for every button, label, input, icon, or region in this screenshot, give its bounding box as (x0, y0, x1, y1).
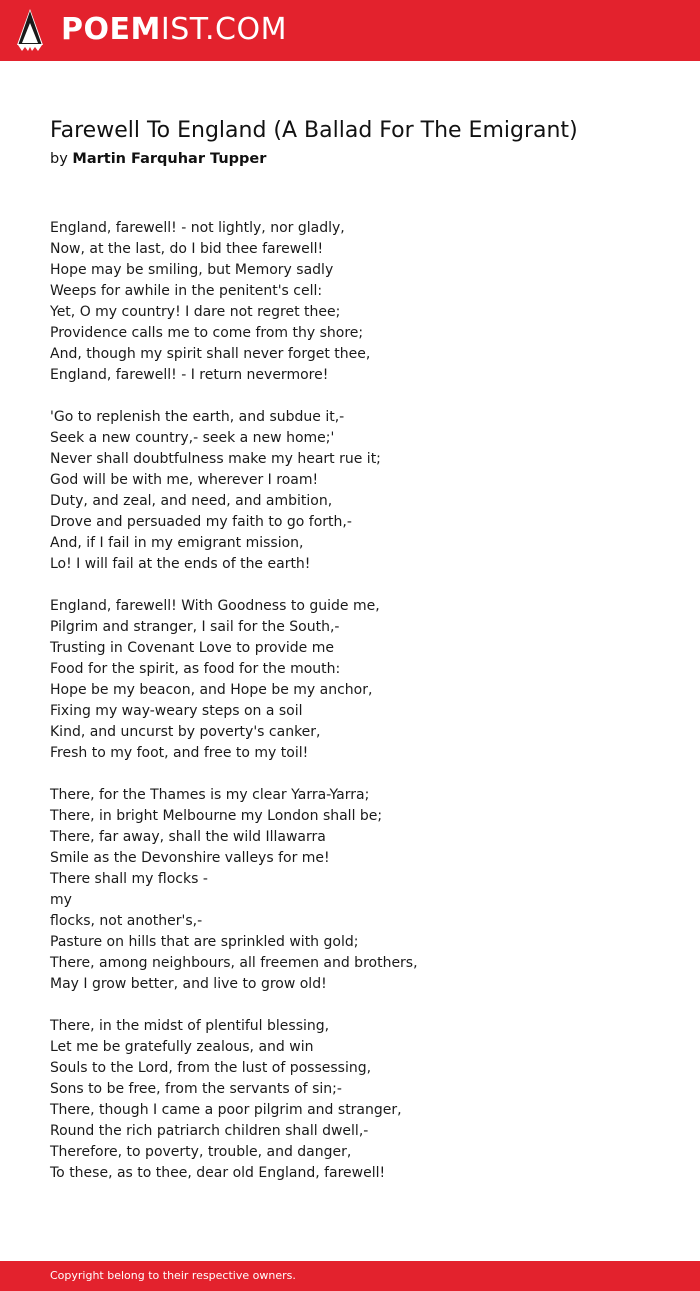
poem-line: And, if I fail in my emigrant mission, (50, 535, 304, 551)
poem-line: Trusting in Covenant Love to provide me (50, 640, 334, 656)
poem-line: Now, at the last, do I bid thee farewell! (50, 241, 324, 257)
poem-line: flocks, not another's,- (50, 913, 203, 929)
site-logo[interactable] (61, 11, 287, 49)
poem-line: There shall my flocks - (50, 871, 208, 887)
poem-line: Yet, O my country! I dare not regret thee; (50, 304, 341, 320)
poem-line: Pilgrim and stranger, I sail for the South,- (50, 619, 340, 635)
poem-line: Pasture on hills that are sprinkled with gold; (50, 934, 359, 950)
poem-line: Food for the spirit, as food for the mouth: (50, 661, 341, 677)
copyright-notice: Copyright belong to their respective owners. (50, 1269, 296, 1282)
poem-line: Hope be my beacon, and Hope be my anchor, (50, 682, 373, 698)
poem-line: Duty, and zeal, and need, and ambition, (50, 493, 333, 509)
poem-line: Round the rich patriarch children shall dwell,- (50, 1123, 369, 1139)
poem-line: Sons to be free, from the servants of sin;- (50, 1081, 342, 1097)
by-label: by (50, 151, 68, 167)
poem-line: There, in bright Melbourne my London shall be; (50, 808, 383, 824)
byline (50, 148, 266, 170)
stanza (50, 407, 670, 575)
poem-line: Hope may be smiling, but Memory sadly (50, 262, 334, 278)
poem-line: There, though I came a poor pilgrim and stranger, (50, 1102, 402, 1118)
poem-line: Lo! I will fail at the ends of the earth! (50, 556, 311, 572)
poem-line: England, farewell! With Goodness to guide me, (50, 598, 380, 614)
poem-title: Farewell To England (A Ballad For The Emigrant) (50, 118, 578, 143)
poem-line: There, in the midst of plentiful blessing, (50, 1018, 330, 1034)
poem-line: Souls to the Lord, from the lust of possessing, (50, 1060, 372, 1076)
stanza (50, 218, 670, 386)
stanza (50, 596, 670, 764)
stanza (50, 1016, 670, 1184)
poem-line: Fixing my way-weary steps on a soil (50, 703, 303, 719)
stanza (50, 785, 670, 995)
poem-line: There, for the Thames is my clear Yarra-Yarra; (50, 787, 370, 803)
poem-line: Let me be gratefully zealous, and win (50, 1039, 314, 1055)
poem-line: Providence calls me to come from thy shore; (50, 325, 364, 341)
site-footer (0, 1261, 700, 1291)
poem-line: England, farewell! - not lightly, nor gladly, (50, 220, 345, 236)
poem-line: Weeps for awhile in the penitent's cell: (50, 283, 323, 299)
poem-line: Fresh to my foot, and free to my toil! (50, 745, 309, 761)
poem-line: There, among neighbours, all freemen and brothers, (50, 955, 418, 971)
author-name: Martin Farquhar Tupper (72, 151, 267, 167)
logo-bold-text: POEM (61, 12, 161, 47)
poem-line: Therefore, to poverty, trouble, and danger, (50, 1144, 352, 1160)
poem-line: To these, as to thee, dear old England, farewell! (50, 1165, 386, 1181)
poem-line: Kind, and uncurst by poverty's canker, (50, 724, 321, 740)
pencil-icon[interactable] (16, 9, 44, 51)
site-header (0, 0, 700, 61)
poem-body (50, 218, 670, 1205)
poem-line: God will be with me, wherever I roam! (50, 472, 319, 488)
poem-line: May I grow better, and live to grow old! (50, 976, 327, 992)
poem-line: Drove and persuaded my faith to go forth,- (50, 514, 352, 530)
poem-line: Smile as the Devonshire valleys for me! (50, 850, 330, 866)
poem-line: Never shall doubtfulness make my heart rue it; (50, 451, 381, 467)
poem-line: And, though my spirit shall never forget thee, (50, 346, 371, 362)
poem-line: 'Go to replenish the earth, and subdue it,- (50, 409, 345, 425)
poem-line: England, farewell! - I return nevermore! (50, 367, 329, 383)
poem-line: Seek a new country,- seek a new home;' (50, 430, 335, 446)
poem-line: my (50, 892, 72, 908)
logo-light-text: IST.COM (160, 12, 287, 47)
poem-line: There, far away, shall the wild Illawarra (50, 829, 326, 845)
